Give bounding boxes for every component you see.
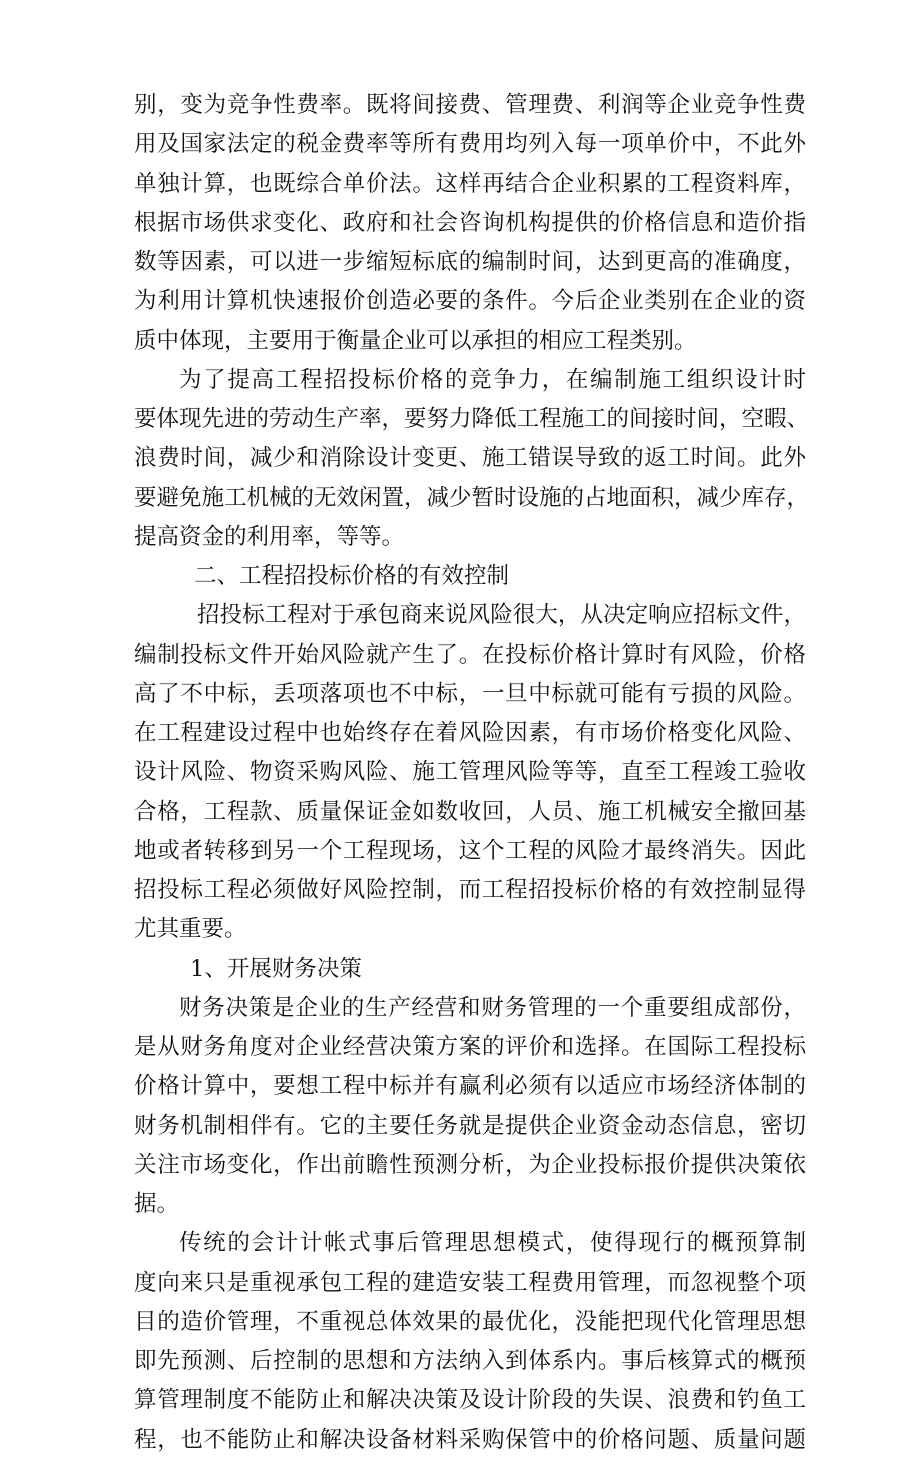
text-line: 浪费时间，减少和消除设计变更、施工错误导致的返工时间。此外 bbox=[134, 445, 806, 472]
text-line: 招投标工程必须做好风险控制，而工程招投标价格的有效控制显得 bbox=[134, 877, 806, 903]
text-line: 提高资金的利用率，等等。 bbox=[134, 523, 405, 550]
text-line: 别，变为竞争性费率。既将间接费、管理费、利润等企业竞争性费 bbox=[134, 92, 806, 118]
text-line: 为了提高工程招投标价格的竞争力，在编制施工组织设计时 bbox=[179, 366, 806, 393]
text-line: 单独计算，也既综合单价法。这样再结合企业积累的工程资料库， bbox=[134, 170, 806, 197]
text-line: 质中体现，主要用于衡量企业可以承担的相应工程类别。 bbox=[134, 327, 697, 354]
subsection-heading: 1、开展财务决策 bbox=[190, 955, 362, 982]
text-line: 用及国家法定的税金费率等所有费用均列入每一项单价中，不此外 bbox=[134, 131, 806, 158]
paragraph-5 bbox=[134, 1224, 806, 1460]
text-line: 在工程建设过程中也始终存在着风险因素，有市场价格变化风险、 bbox=[134, 720, 806, 746]
text-line: 即先预测、后控制的思想和方法纳入到体系内。事后核算式的概预 bbox=[134, 1348, 806, 1374]
paragraph-3 bbox=[134, 596, 806, 949]
text-line: 招投标工程对于承包商来说风险很大，从决定响应招标文件， bbox=[197, 602, 806, 629]
text-line: 财务机制相伴有。它的主要任务就是提供企业资金动态信息，密切 bbox=[134, 1112, 806, 1139]
text-line: 算管理制度不能防止和解决决策及设计阶段的失误、浪费和钓鱼工 bbox=[134, 1387, 806, 1414]
paragraph-4 bbox=[134, 989, 806, 1225]
text-line: 编制投标文件开始风险就产生了。在投标价格计算时有风险，价格 bbox=[134, 641, 806, 668]
section-heading: 二、工程招投标价格的有效控制 bbox=[194, 563, 510, 589]
text-line: 价格计算中，要想工程中标并有赢利必须有以适应市场经济体制的 bbox=[134, 1073, 806, 1100]
text-line: 设计风险、物资采购风险、施工管理风险等等，直至工程竣工验收 bbox=[134, 759, 806, 786]
text-line: 尤其重要。 bbox=[134, 916, 247, 943]
paragraph-2 bbox=[134, 361, 810, 557]
text-line: 数等因素，可以进一步缩短标底的编制时间，达到更高的准确度， bbox=[134, 249, 806, 275]
paragraph-1 bbox=[134, 86, 806, 361]
text-line: 度向来只是重视承包工程的建造安装工程费用管理，而忽视整个项 bbox=[134, 1269, 806, 1296]
document-page bbox=[134, 86, 810, 1460]
text-line: 关注市场变化，作出前瞻性预测分析，为企业投标报价提供决策依 bbox=[134, 1151, 806, 1178]
text-line: 目的造价管理，不重视总体效果的最优化，没能把现代化管理思想 bbox=[134, 1308, 806, 1335]
text-line: 合格，工程款、质量保证金如数收回，人员、施工机械安全撤回基 bbox=[134, 798, 806, 825]
text-line: 要体现先进的劳动生产率，要努力降低工程施工的间接时间，空暇、 bbox=[134, 406, 810, 432]
text-line: 程，也不能防止和解决设备材料采购保管中的价格问题、质量问题 bbox=[134, 1426, 806, 1453]
text-line: 要避免施工机械的无效闲置，减少暂时设施的占地面积，减少库存， bbox=[134, 484, 810, 511]
text-line: 据。 bbox=[134, 1191, 180, 1217]
text-line: 是从财务角度对企业经营决策方案的评价和选择。在国际工程投标 bbox=[134, 1034, 806, 1060]
text-line: 为利用计算机快速报价创造必要的条件。今后企业类别在企业的资 bbox=[134, 288, 806, 315]
text-line: 传统的会计计帐式事后管理思想模式，使得现行的概预算制 bbox=[179, 1230, 806, 1257]
text-line: 根据市场供求变化、政府和社会咨询机构提供的价格信息和造价指 bbox=[134, 209, 806, 236]
text-line: 地或者转移到另一个工程现场，这个工程的风险才最终消失。因此 bbox=[134, 837, 806, 864]
text-line: 财务决策是企业的生产经营和财务管理的一个重要组成部份， bbox=[179, 994, 806, 1021]
text-line: 高了不中标，丢项落项也不中标，一旦中标就可能有亏损的风险。 bbox=[134, 680, 806, 707]
